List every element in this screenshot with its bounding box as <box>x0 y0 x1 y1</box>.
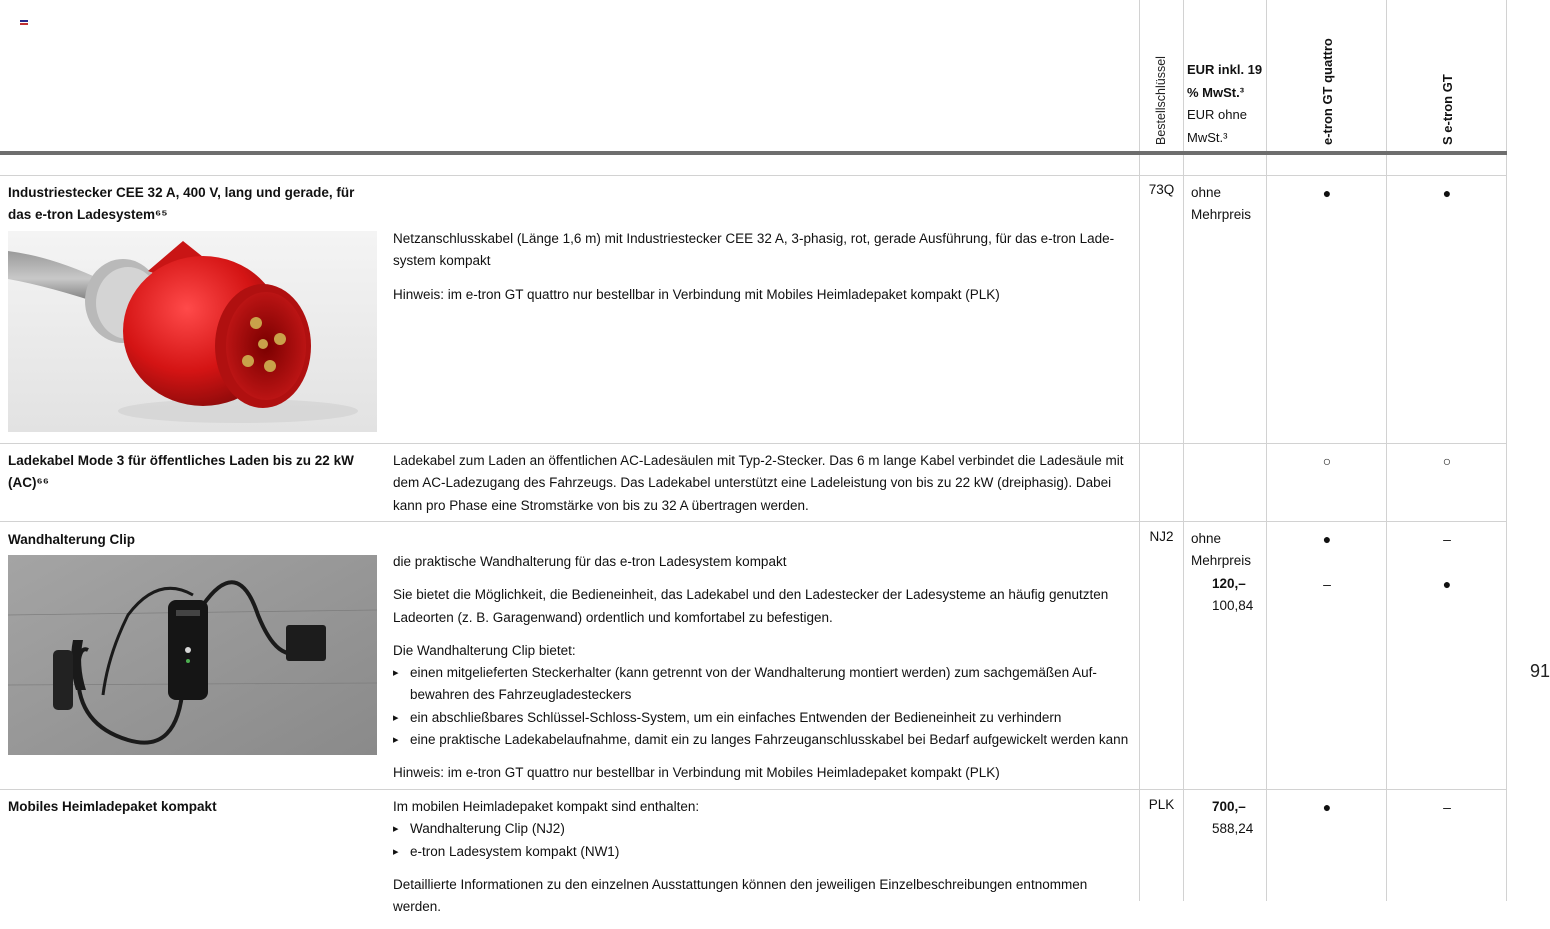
desc-paragraph: Ladekabel zum Laden an öffentlichen AC-Ladesäulen mit Typ-2-Stecker. Das 6 m lange Kabel verbindet die Ladesäule mit dem AC-Ladezugang des Fahrzeugs. Das Ladekabel unterstützt eine Ladeleistung von bis zu 22 kW (dreiphasig). Dabei kann pro Phase eine Stromstärke von bis zu 32 A übertragen werden. <box>393 453 1124 513</box>
row-desc-wandhalterung <box>393 551 1133 796</box>
header-order-key: Bestellschlüssel <box>1154 56 1168 145</box>
desc-paragraph: die praktische Wandhalterung für das e-tron Ladesystem kompakt <box>393 554 787 569</box>
order-code: PLK <box>1148 797 1175 812</box>
desc-paragraph: Im mobilen Heimladepaket kompakt sind enthalten: <box>393 799 700 814</box>
desc-paragraph: Netzanschlusskabel (Länge 1,6 m) mit Industriestecker CEE 32 A, 3-phasig, rot, gerade Ausführung, für das e-tron Lade-system kompakt <box>393 231 1115 269</box>
desc-note: Hinweis: im e-tron GT quattro nur bestellbar in Verbindung mit Mobiles Heimladepaket kompakt (PLK) <box>393 765 1000 781</box>
list-item: ▸ einen mitgelieferten Steckerhalter (kann getrennt von der Wandhalterung montiert werden) zum sachgemäßen Auf-bewahren des Fahrzeugladesteckers <box>393 662 1133 707</box>
availability-mark: ● <box>1322 799 1332 815</box>
list-item: ▸ eine praktische Ladekabelaufnahme, damit ein zu langes Fahrzeuganschlusskabel bei Bedarf aufgewickelt werden kann <box>393 729 1133 751</box>
row-title-ladekabel: Ladekabel Mode 3 für öffentliches Laden bis zu 22 kW (AC)⁶⁶ <box>8 453 354 490</box>
header-rule <box>0 151 1507 155</box>
package-list <box>393 818 1133 863</box>
row-desc-industriestecker <box>393 228 1133 317</box>
feature-list <box>393 662 1133 751</box>
price-net: 588,24 <box>1212 821 1254 837</box>
price-gross: 700,– <box>1212 799 1246 814</box>
page-number: 91 <box>1530 661 1550 681</box>
header-price-net: EUR ohne MwSt.³ <box>1187 107 1247 145</box>
row-title-heimladepaket: Mobiles Heimladepaket kompakt <box>8 799 217 814</box>
availability-mark: – <box>1443 531 1451 547</box>
column-divider <box>1139 0 1140 901</box>
list-item: ▸ ein abschließbares Schlüssel-Schloss-System, um ein einfaches Entwenden der Bedieneinheit zu verhindern <box>393 707 1133 729</box>
availability-mark: ○ <box>1442 453 1452 469</box>
price-text: ohne Mehrpreis <box>1191 185 1252 223</box>
list-item: ▸ Wandhalterung Clip (NJ2) <box>393 818 1133 840</box>
availability-mark: ● <box>1442 185 1452 201</box>
desc-note: Hinweis: im e-tron GT quattro nur bestellbar in Verbindung mit Mobiles Heimladepaket kompakt (PLK) <box>393 286 1000 302</box>
header-price <box>1187 59 1267 149</box>
row-divider <box>0 443 1507 444</box>
header-price-gross: EUR inkl. 19 % MwSt.³ <box>1187 62 1263 100</box>
availability-mark: ○ <box>1322 453 1332 469</box>
cee-plug-image <box>8 231 377 432</box>
row-title-wandhalterung: Wandhalterung Clip <box>8 532 135 547</box>
header-model-s-etron-gt: S e-tron GT <box>1440 74 1455 145</box>
desc-note: Detaillierte Informationen zu den einzelnen Ausstattungen können den jeweiligen Einzelbeschreibungen entnommen werden. <box>393 876 1088 915</box>
price-block <box>1191 573 1265 618</box>
availability-mark: ● <box>1442 576 1452 592</box>
order-code: NJ2 <box>1149 529 1174 544</box>
desc-paragraph: Sie bietet die Möglichkeit, die Bedieneinheit, das Ladekabel und den Ladestecker der Ladesysteme an häufig genutzten Ladeorten (z. B. Garagenwand) ordentlich und komfortabel zu befestigen. <box>393 587 1109 625</box>
availability-mark: – <box>1323 576 1331 592</box>
availability-mark: ● <box>1322 185 1332 201</box>
order-code: 73Q <box>1148 182 1175 197</box>
availability-mark: ● <box>1322 531 1332 547</box>
price-gross: 120,– <box>1212 576 1246 591</box>
price-block <box>1191 796 1265 841</box>
price-net: 100,84 <box>1212 598 1254 614</box>
wall-mount-image <box>8 555 377 755</box>
column-divider <box>1183 0 1184 901</box>
flag-icon <box>20 20 28 27</box>
desc-paragraph: Die Wandhalterung Clip bietet: <box>393 642 576 658</box>
row-desc-heimladepaket <box>393 796 1133 929</box>
header-rule-thin <box>0 175 1507 176</box>
availability-mark: – <box>1443 799 1451 815</box>
row-desc-ladekabel <box>393 450 1133 528</box>
header-model-etron-gt-quattro: e-tron GT quattro <box>1320 38 1335 145</box>
row-title-industriestecker: Industriestecker CEE 32 A, 400 V, lang und gerade, für das e-tron Ladesystem⁶⁵ <box>8 185 355 222</box>
list-item: ▸ e-tron Ladesystem kompakt (NW1) <box>393 841 1133 863</box>
price-text: ohne Mehrpreis <box>1191 531 1252 569</box>
